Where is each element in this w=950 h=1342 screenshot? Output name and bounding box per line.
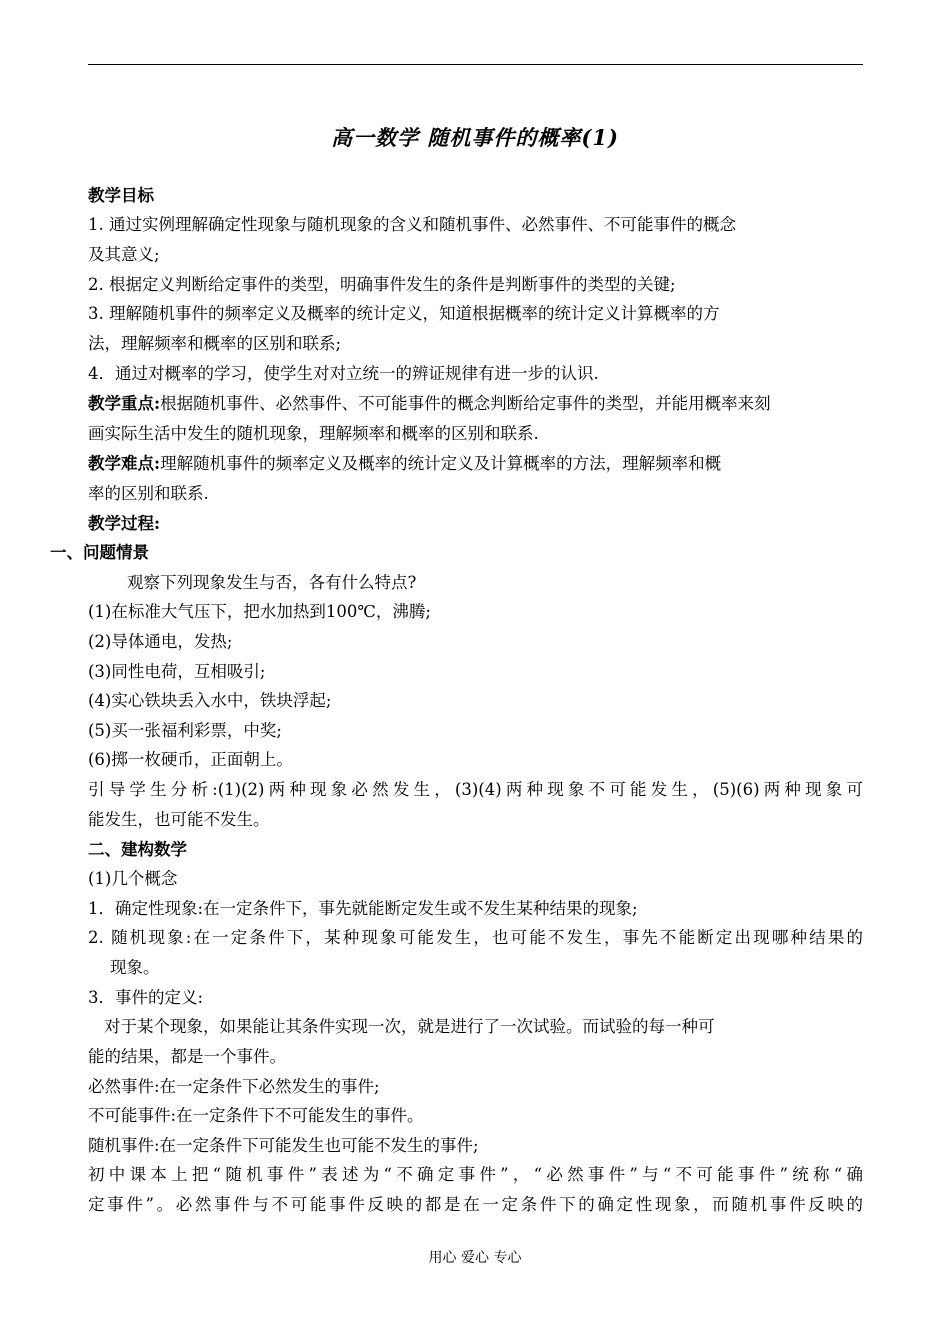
key-points-text: 画实际生活中发生的随机现象，理解频率和概率的区别和联系. xyxy=(88,424,539,443)
goal-line: 2. 根据定义判断给定事件的类型，明确事件发生的条件是判断事件的类型的关键; xyxy=(88,275,676,294)
process-heading: 教学过程: xyxy=(88,514,161,533)
list-item: (2)导体通电，发热; xyxy=(88,632,233,651)
list-item: (4)实心铁块丢入水中，铁块浮起; xyxy=(88,691,332,710)
definition-line: 对于某个现象，如果能让其条件实现一次，就是进行了一次试验。而试验的每一种可 xyxy=(104,1017,715,1036)
subsection-heading: (1)几个概念 xyxy=(88,869,178,888)
key-points xyxy=(88,392,771,416)
difficult-points-label: 教学难点: xyxy=(88,454,161,473)
difficult-points-text: 率的区别和联系. xyxy=(88,484,209,503)
note-line: 初中课本上把“随机事件”表述为“不确定事件”，“必然事件”与“不可能事件”统称“确 xyxy=(88,1165,863,1184)
note-line: 定事件”。必然事件与不可能事件反映的都是在一定条件下的确定性现象，而随机事件反映的 xyxy=(88,1195,863,1214)
goal-line: 及其意义; xyxy=(88,245,160,264)
definition-line: 必然事件:在一定条件下必然发生的事件; xyxy=(88,1077,380,1096)
definition-line: 现象。 xyxy=(110,958,160,977)
definition-line: 2. 随机现象:在一定条件下，某种现象可能发生，也可能不发生，事先不能断定出现哪种结果的 xyxy=(88,928,863,947)
analysis-line: 能发生，也可能不发生。 xyxy=(88,810,270,829)
goal-line: 4．通过对概率的学习，使学生对对立统一的辨证规律有进一步的认识. xyxy=(88,364,599,383)
goal-line: 法，理解频率和概率的区别和联系; xyxy=(88,334,342,353)
page-footer: 用心 爱心 专心 xyxy=(428,1250,522,1266)
section-heading: 一、问题情景 xyxy=(50,543,149,562)
list-item: (5)买一张福利彩票，中奖; xyxy=(88,721,282,740)
goal-line: 1. 通过实例理解确定性现象与随机现象的含义和随机事件、必然事件、不可能事件的概念 xyxy=(88,215,736,234)
definition-line: 3．事件的定义: xyxy=(88,988,204,1007)
key-points-text: 根据随机事件、必然事件、不可能事件的概念判断给定事件的类型，并能用概率来刻 xyxy=(160,394,771,413)
goal-line: 3. 理解随机事件的频率定义及概率的统计定义，知道根据概率的统计定义计算概率的方 xyxy=(88,304,720,323)
analysis-line: 引导学生分析:(1)(2)两种现象必然发生，(3)(4)两种现象不可能发生，(5)(6)两种现象可 xyxy=(88,780,863,799)
difficult-points-text: 理解随机事件的频率定义及概率的统计定义及计算概率的方法，理解频率和概 xyxy=(160,454,722,473)
definition-line: 1．确定性现象:在一定条件下，事先就能断定发生或不发生某种结果的现象; xyxy=(88,899,638,918)
goals-heading: 教学目标 xyxy=(88,186,154,205)
page-title: 高一数学 随机事件的概率(1) xyxy=(331,125,619,150)
list-item: (6)掷一枚硬币，正面朝上。 xyxy=(88,750,293,769)
list-item: (3)同性电荷，互相吸引; xyxy=(88,662,266,681)
definition-line: 随机事件:在一定条件下可能发生也可能不发生的事件; xyxy=(88,1136,479,1155)
section-intro: 观察下列现象发生与否，各有什么特点? xyxy=(127,573,417,592)
definition-line: 不可能事件:在一定条件下不可能发生的事件。 xyxy=(88,1106,424,1125)
key-points-label: 教学重点: xyxy=(88,394,161,413)
header-rule xyxy=(88,64,863,65)
definition-line: 能的结果，都是一个事件。 xyxy=(88,1047,286,1066)
section-heading: 二、建构数学 xyxy=(88,840,187,859)
difficult-points xyxy=(88,452,721,476)
list-item: (1)在标准大气压下，把水加热到100℃，沸腾; xyxy=(88,602,431,621)
